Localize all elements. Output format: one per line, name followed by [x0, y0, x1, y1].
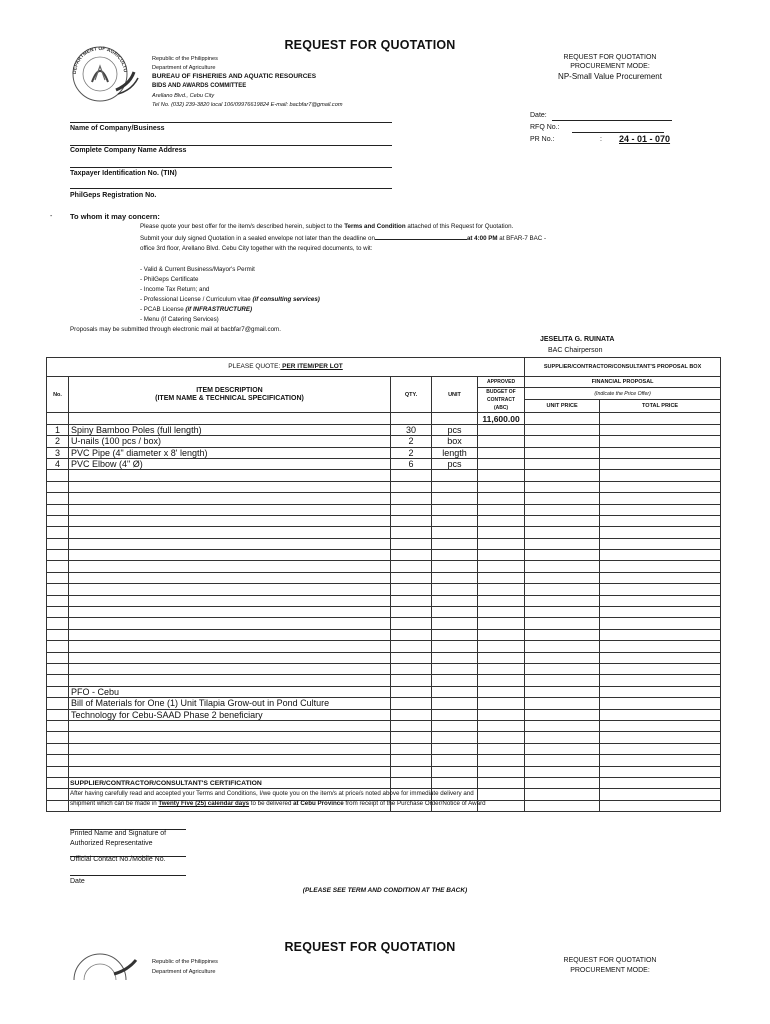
repeat-department-label: Department of Agriculture: [152, 969, 216, 975]
table-row: [47, 618, 721, 629]
table-row: [47, 629, 721, 640]
table-row: 1 Spiny Bamboo Poles (full length) 30 pcs: [47, 424, 721, 435]
requirement-item: - Menu (if Catering Services): [140, 316, 219, 323]
unit-price-input[interactable]: [525, 572, 600, 583]
table-row: [47, 538, 721, 549]
salutation: To whom it may concern:: [70, 212, 160, 221]
requirement-item: - Valid & Current Business/Mayor's Permit: [140, 266, 255, 273]
letter-line1: Please quote your best offer for the item/s described herein, subject to the Terms and Condition attached of this Request for Quotation.: [140, 223, 514, 230]
total-price-input[interactable]: [600, 607, 721, 618]
unit-price-input[interactable]: [525, 504, 600, 515]
abc-header: BUDGET OF CONTRACT (ABC): [478, 388, 525, 413]
unit-price-input[interactable]: [525, 766, 600, 777]
pr-number: 24 - 01 - 070: [619, 134, 671, 144]
requirement-item: - Professional License / Curriculum vitae (if consulting services): [140, 296, 320, 303]
signatory-title: BAC Chairperson: [548, 347, 603, 354]
unit-price-input[interactable]: [525, 777, 600, 788]
total-price-input[interactable]: [600, 652, 721, 663]
col-qty-header: QTY.: [391, 377, 432, 413]
repeat-mode-label: PROCUREMENT MODE:: [570, 967, 650, 974]
requirement-item: - Income Tax Return; and: [140, 286, 210, 293]
unit-price-input[interactable]: [525, 493, 600, 504]
unit-price-input[interactable]: [525, 663, 600, 674]
contact-label: Tel No. (032) 239-3820 local 106/09976619824 E-mail: bacbfar7@gmail.com: [152, 102, 343, 108]
date-field[interactable]: Date: [70, 878, 85, 885]
contact-number-field[interactable]: Official Contact No./Mobile No.: [70, 856, 166, 863]
unit-price-input[interactable]: [525, 732, 600, 743]
total-price-input[interactable]: [600, 789, 721, 800]
certification-line1: After having carefully read and accepted your Terms and Conditions, I/we quote you on the item/s at price/s noted above for immediate delivery and: [70, 790, 474, 797]
department-label: Department of Agriculture: [152, 65, 216, 71]
total-price-header: TOTAL PRICE: [600, 399, 721, 413]
unit-price-input[interactable]: [525, 470, 600, 481]
table-row: [47, 755, 721, 766]
table-row: [47, 481, 721, 492]
total-price-input[interactable]: [600, 595, 721, 606]
table-row: 2 U-nails (100 pcs / box) 2 box: [47, 436, 721, 447]
unit-price-input[interactable]: [525, 675, 600, 686]
address-label: Arellano Blvd., Cebu City: [152, 93, 215, 99]
total-price-input[interactable]: [600, 800, 721, 811]
table-row: [47, 766, 721, 777]
republic-label: Republic of the Philippines: [152, 56, 218, 62]
mode-label: PROCUREMENT MODE:: [570, 63, 650, 70]
table-row: [47, 732, 721, 743]
total-price-input[interactable]: [600, 470, 721, 481]
abc-approved-header: APPROVED: [478, 377, 525, 388]
total-price-input[interactable]: [600, 515, 721, 526]
table-row: [47, 515, 721, 526]
letter-line3: office 3rd floor, Arellano Blvd. Cebu City together with the required documents, to wit:: [140, 245, 373, 252]
tin-field[interactable]: Taxpayer Identification No. (TIN): [70, 170, 177, 177]
table-row: [47, 527, 721, 538]
indicate-price-note: (Indicate the Price Offer): [525, 388, 721, 399]
total-price-input[interactable]: [600, 504, 721, 515]
unit-price-input[interactable]: [525, 424, 600, 435]
agriculture-seal-logo-repeat: [64, 950, 140, 980]
mode-title: REQUEST FOR QUOTATION: [563, 54, 657, 61]
signatory-name: JESELITA G. RUINATA: [540, 336, 615, 343]
total-price-input[interactable]: [600, 538, 721, 549]
unit-price-input[interactable]: [525, 458, 600, 469]
repeat-page-title: REQUEST FOR QUOTATION: [284, 940, 456, 954]
total-price-input[interactable]: [600, 527, 721, 538]
pr-colon: :: [600, 136, 602, 143]
unit-price-input[interactable]: [525, 607, 600, 618]
signature-field[interactable]: Printed Name and Signature of Authorized Representative: [70, 830, 167, 847]
unit-price-input[interactable]: [525, 561, 600, 572]
unit-price-input[interactable]: [525, 527, 600, 538]
svg-text:DEPARTMENT OF AGRICULTURE: [64, 44, 128, 74]
unit-price-input[interactable]: [525, 618, 600, 629]
total-price-input[interactable]: [600, 481, 721, 492]
table-row: Bill of Materials for One (1) Unit Tilapia Grow-out in Pond Culture: [47, 698, 721, 709]
table-row: [47, 504, 721, 515]
table-row: 4 PVC Elbow (4" Ø) 6 pcs: [47, 458, 721, 469]
col-no-header: No.: [47, 377, 69, 413]
total-price-input[interactable]: [600, 436, 721, 447]
total-price-input[interactable]: [600, 584, 721, 595]
table-row: [47, 493, 721, 504]
requirement-item: - PhilGeps Certificate: [140, 276, 199, 283]
abc-value: 11,600.00: [478, 413, 525, 424]
table-row: [47, 663, 721, 674]
unit-price-input[interactable]: [525, 743, 600, 754]
unit-price-input[interactable]: [525, 550, 600, 561]
table-row: [47, 584, 721, 595]
table-row: [47, 743, 721, 754]
col-desc-header: ITEM DESCRIPTION (ITEM NAME & TECHNICAL SPECIFICATION): [69, 377, 391, 413]
total-price-input[interactable]: [600, 550, 721, 561]
total-price-input[interactable]: [600, 629, 721, 640]
unit-price-input[interactable]: [525, 538, 600, 549]
unit-price-input[interactable]: [525, 436, 600, 447]
unit-price-input[interactable]: [525, 629, 600, 640]
seal-text: DEPARTMENT OF AGRICULTU: [71, 45, 128, 75]
table-row: [47, 675, 721, 686]
pr-label: PR No.:: [530, 136, 555, 143]
total-price-input[interactable]: [600, 755, 721, 766]
total-price-input[interactable]: [600, 572, 721, 583]
repeat-republic-label: Republic of the Philippines: [152, 959, 218, 965]
total-price-input[interactable]: [600, 641, 721, 652]
repeat-mode-title: REQUEST FOR QUOTATION: [563, 957, 657, 964]
unit-price-input[interactable]: [525, 652, 600, 663]
total-price-input[interactable]: [600, 561, 721, 572]
table-row: [47, 572, 721, 583]
table-row: [47, 607, 721, 618]
unit-price-input[interactable]: [525, 789, 600, 800]
see-back-note: (PLEASE SEE TERM AND CONDITION AT THE BACK): [302, 887, 468, 894]
quotation-table: [46, 357, 721, 812]
financial-proposal-header: FINANCIAL PROPOSAL: [525, 377, 721, 388]
total-price-input[interactable]: [600, 447, 721, 458]
table-row: [47, 470, 721, 481]
mode-value: NP-Small Value Procurement: [558, 72, 662, 81]
total-price-input[interactable]: [600, 493, 721, 504]
table-row: [47, 595, 721, 606]
unit-price-input[interactable]: [525, 800, 600, 811]
unit-price-input[interactable]: [525, 515, 600, 526]
table-row: Technology for Cebu-SAAD Phase 2 beneficiary: [47, 709, 721, 720]
agriculture-seal-logo: [64, 44, 140, 104]
total-price-input[interactable]: [600, 743, 721, 754]
proposal-box-header: SUPPLIER/CONTRACTOR/CONSULTANT'S PROPOSAL BOX: [525, 358, 721, 377]
date-label: Date:: [530, 112, 547, 119]
total-price-input[interactable]: [600, 732, 721, 743]
email-note: Proposals may be submitted through electronic mail at bacbfar7@gmail.com.: [70, 326, 281, 333]
rfq-label: RFQ No.:: [530, 124, 560, 131]
unit-price-input[interactable]: [525, 595, 600, 606]
table-row: PFO - Cebu: [47, 686, 721, 697]
page-title: REQUEST FOR QUOTATION: [284, 38, 456, 52]
please-quote-cell: PLEASE QUOTE: PER ITEM/PER LOT: [47, 358, 525, 377]
company-address-field[interactable]: Complete Company Name Address: [70, 147, 187, 154]
total-price-input[interactable]: [600, 777, 721, 788]
unit-price-input[interactable]: [525, 481, 600, 492]
table-row: [47, 641, 721, 652]
table-row: 3 PVC Pipe (4" diameter x 8' length) 2 length: [47, 447, 721, 458]
committee-label: BIDS AND AWARDS COMMITTEE: [152, 83, 247, 89]
table-row: [47, 550, 721, 561]
total-price-input[interactable]: [600, 720, 721, 731]
total-price-input[interactable]: [600, 424, 721, 435]
unit-price-input[interactable]: [525, 755, 600, 766]
company-name-field[interactable]: Name of Company/Business: [70, 125, 165, 132]
total-price-input[interactable]: [600, 675, 721, 686]
dash-marker: -: [50, 213, 53, 220]
unit-price-input[interactable]: [525, 720, 600, 731]
table-row: [47, 652, 721, 663]
unit-price-input[interactable]: [525, 584, 600, 595]
total-price-input[interactable]: [600, 618, 721, 629]
letter-line2: Submit your duly signed Quotation in a sealed envelope not later than the deadline on at 4:00 PM at BFAR-7 BAC -: [140, 235, 547, 242]
certification-line2: shipment which can be made in Twenty Five (25) calendar days to be delivered at Cebu Province from receipt of the Purchase Order/Notice of Award: [70, 800, 486, 807]
total-price-input[interactable]: [600, 663, 721, 674]
philgeps-field[interactable]: PhilGeps Registration No.: [70, 192, 157, 199]
table-row: [47, 720, 721, 731]
certification-heading: SUPPLIER/CONTRACTOR/CONSULTANT'S CERTIFICATION: [70, 780, 262, 787]
total-price-input[interactable]: [600, 766, 721, 777]
unit-price-input[interactable]: [525, 641, 600, 652]
total-price-input[interactable]: [600, 458, 721, 469]
bureau-label: BUREAU OF FISHERIES AND AQUATIC RESOURCES: [152, 73, 317, 80]
col-unit-header: UNIT: [432, 377, 478, 413]
requirement-item: - PCAB License (if INFRASTRUCTURE): [140, 306, 253, 313]
unit-price-header: UNIT PRICE: [525, 399, 600, 413]
table-row: [47, 561, 721, 572]
requirements-list: [140, 265, 320, 325]
unit-price-input[interactable]: [525, 447, 600, 458]
